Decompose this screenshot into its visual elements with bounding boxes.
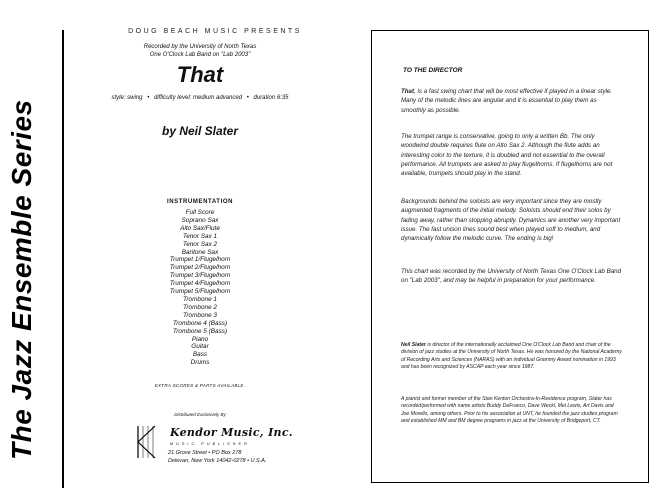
instrument-item: Drums	[190, 359, 210, 367]
director-paragraph-4: This chart was recorded by the University of North Texas One O'Clock Lab Band on "Lab 2003", and may be helpful in preparation for your performance.	[401, 268, 622, 285]
instrument-item: Baritone Sax	[181, 248, 219, 256]
duration-label: duration 6:35	[253, 95, 289, 101]
instrument-item: Trombone 3	[183, 311, 217, 319]
director-paragraph-1-text: , is a fast swing chart that will be most effective if played in a linear style. Many of the melodic lines are angular and it is essential to play them as smoothly as possible.	[401, 88, 613, 114]
instrument-item: Trumpet 5/Flugelhorn	[169, 288, 231, 296]
series-title: The Jazz Ensemble Series	[6, 99, 37, 460]
separator-1: •	[147, 95, 150, 101]
composer-bio-2: A pianist and former member of the Stan Kenton Orchestra-In-Residence program, Slater has recorded/performed with name artists Buddy DeFranco, Dave Weckl, Mel Lewis, Art Davis and Joe Morello, among others. Prior to his association at UNT, he founded the jazz studies program and established MM and BM degree programs in jazz at the University of Bridgeport, CT.	[401, 396, 618, 425]
separator-2: •	[246, 95, 249, 101]
instrument-item: Tenor Sax 1	[182, 232, 218, 240]
publisher-subtitle: MUSIC PUBLISHER	[170, 442, 250, 446]
publisher-address-line-2: Delevan, New York 14042-0278 • U.S.A.	[168, 458, 267, 464]
instrument-item: Trombone 1	[183, 295, 217, 303]
publisher-logo-icon	[135, 422, 159, 462]
presents-line: DOUG BEACH MUSIC PRESENTS	[128, 28, 302, 35]
composer-credit: by Neil Slater	[161, 124, 239, 138]
distributed-by-label: Distributed Exclusively By	[174, 412, 226, 417]
song-title: That	[176, 62, 224, 87]
instrument-item: Full Score	[185, 209, 215, 216]
instrument-item: Alto Sax/Flute	[180, 224, 220, 232]
instrument-item: Soprano Sax	[181, 216, 219, 224]
style-label: style: swing	[111, 95, 143, 101]
instrument-item: Trombone 4 (Bass)	[172, 319, 228, 327]
instrument-item: Trumpet 4/Flugelhorn	[169, 280, 231, 288]
director-title-ref: That	[401, 88, 415, 95]
instrument-item: Trumpet 1/Flugelhorn	[169, 256, 231, 264]
instrumentation-list	[140, 209, 260, 367]
extra-parts-note: EXTRA SCORES & PARTS AVAILABLE.	[154, 383, 246, 388]
instrument-item: Trombone 2	[183, 303, 217, 311]
instrument-item: Tenor Sax 2	[182, 240, 218, 248]
director-paragraph-3: Backgrounds behind the soloists are very important since they are mostly augmented fragments of the initial melody. Soloists should end their solos by fading away, rather than stopping abruptly. Dynamics are another very important issue. The fast unison lines sound best when played soft to medium, and dynamically follow the melodic curve. The ending is big!	[401, 198, 621, 243]
composer-bio-name: Neil Slater	[401, 342, 426, 348]
difficulty-label: difficulty level: medium advanced	[153, 95, 243, 101]
instrument-item: Trumpet 3/Flugelhorn	[169, 272, 231, 280]
director-paragraph-2: The trumpet range is conservative, going to only a written Bb. The only woodwind double requires flute on Alto Sax 2. Although the flute adds an interesting color to the texture, it is doubled and not essential to the overall performance. All trumpets are asked to play flugelhorns. If flugelhorns are not available, trumpets should play in the stand.	[401, 133, 613, 178]
recording-credit	[100, 43, 300, 59]
publisher-name: Kendor Music, Inc.	[170, 426, 293, 439]
director-paragraph-1	[401, 87, 623, 115]
composer-bio-1	[401, 342, 623, 372]
instrument-item: Guitar	[191, 343, 209, 351]
instrument-item: Piano	[191, 335, 209, 343]
composer-bio-1-text: is director of the internationally acclaimed One O'Clock Lab Band and chair of the division of jazz studies at the University of North Texas. He was honored by the National Academy of Recording Arts and Sciences (NARAS) with an individual Grammy Award nomination in 1993 and has been recognized by ASCAP each year since 1987.	[401, 342, 622, 371]
publisher-address-line-1: 21 Grove Street • PO Box 278	[168, 450, 242, 456]
recording-credit-line-2: One O'Clock Lab Band on "Lab 2003"	[149, 52, 251, 58]
chart-meta	[70, 95, 330, 101]
instrument-item: Trombone 5 (Bass)	[172, 327, 228, 335]
instrument-item: Trumpet 2/Flugelhorn	[169, 264, 231, 272]
recording-credit-line-1: Recorded by the University of North Texas	[143, 44, 257, 50]
director-heading: TO THE DIRECTOR	[403, 67, 463, 74]
series-divider-line	[62, 30, 64, 488]
instrument-item: Bass	[192, 351, 208, 359]
instrumentation-heading: INSTRUMENTATION	[166, 199, 234, 205]
